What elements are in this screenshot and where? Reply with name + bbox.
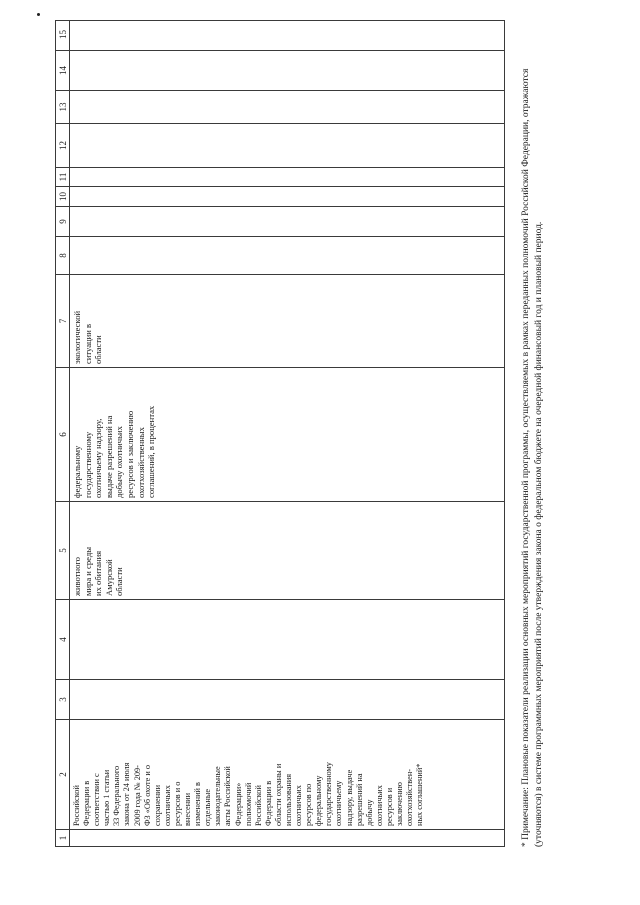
column-15: 15 <box>58 30 68 39</box>
footnote: * Примечание: Плановые показатели реализации основных мероприятий государственной программы, осуществляемых в рамках переданных полномочий Российской Федерации, отражаются (уточняются) в системе программных мероприятий после утверждения закона о федеральном бюджете на очередной финансовый год и плановый период. <box>521 68 544 847</box>
cell-col7: экологической ситуации в области <box>72 310 104 364</box>
column-8: 8 <box>56 236 504 274</box>
column-3: 3 <box>56 679 504 719</box>
data-table <box>55 20 505 847</box>
column-12: 12 <box>56 123 504 167</box>
column-4: 4 <box>56 599 504 679</box>
column-9: 9 <box>56 206 504 236</box>
column-1: 1 <box>56 829 504 846</box>
column-7: 7 экологической ситуации в области <box>56 274 504 367</box>
column-11: 11 <box>56 167 504 186</box>
column-10: 10 <box>56 186 504 206</box>
column-14: 14 <box>56 50 504 90</box>
cell-col5: животного мира и среды их обитания Амурской области <box>72 546 125 596</box>
column-2: 2 Российской Федерации в соответствии с частью 1 статьи 33 Федерального закона от 24 июля 2009 года № 209- ФЗ «Об охоте и о сохранении охотничьих ресурсов и о внесении изменений в отдельные законодательные акты Российской Федерации» полномочий Российской Федерации в области охраны и использования охотничьих ресурсов по федеральному государственному охотничьему надзору, выдаче разрешений на добычу охотничьих ресурсов и заключению охотхозяйствен- ных соглашений* <box>56 719 504 829</box>
column-6: 6 федеральному государственному охотничьему надзору, выдаче разрешений на добычу охотничьих ресурсов и заключению охотхозяйственных соглашений, в процентах <box>56 367 504 501</box>
cell-col6: федеральному государственному охотничьему надзору, выдаче разрешений на добычу охотничьих ресурсов и заключению охотхозяйственных соглашений, в процентах <box>72 405 157 498</box>
cell-col2: Российской Федерации в соответствии с частью 1 статьи 33 Федерального закона от 24 июля 2009 года № 209- ФЗ «Об охоте и о сохранении охотничьих ресурсов и о внесении изменений в отдельные законодательные акты Российской Федерации» полномочий Российской Федерации в области охраны и использования охотничьих ресурсов по федеральному государственному охотничьему надзору, выдаче разрешений на добычу охотничьих ресурсов и заключению охотхозяйствен- ных соглашений* <box>72 762 425 826</box>
column-13: 13 <box>56 90 504 123</box>
column-5: 5 животного мира и среды их обитания Амурской области <box>56 501 504 599</box>
